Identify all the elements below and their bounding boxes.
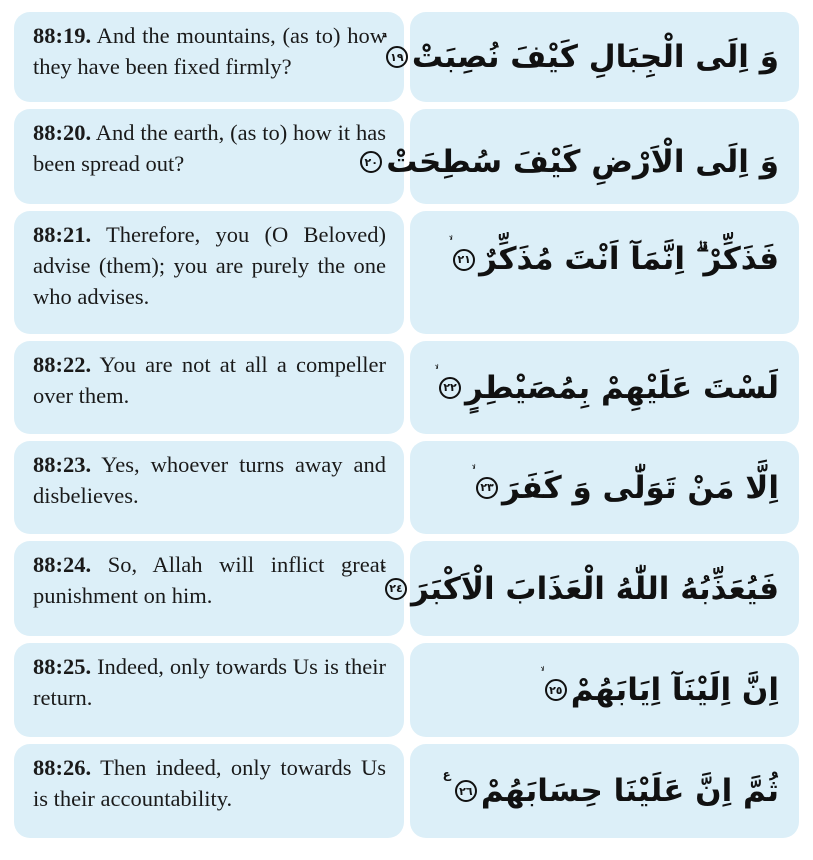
translation-body: And the earth, (as to) how it has been spread out? bbox=[33, 120, 386, 176]
translation-card bbox=[14, 211, 404, 334]
translation-text bbox=[33, 549, 386, 611]
translation-card bbox=[14, 643, 404, 737]
arabic-line bbox=[381, 571, 779, 607]
translation-card bbox=[14, 541, 404, 636]
verse-row bbox=[0, 12, 813, 102]
arabic-line bbox=[541, 672, 779, 708]
verse-reference: 88:19. bbox=[33, 23, 92, 48]
translation-text bbox=[33, 219, 386, 312]
ayah-number-marker: ٢١ bbox=[453, 249, 475, 271]
verse-reference: 88:20. bbox=[33, 120, 92, 145]
arabic-card bbox=[410, 341, 799, 434]
arabic-card bbox=[410, 211, 799, 334]
arabic-verse-text: وَ اِلَى الْاَرْضِ كَيْفَ سُطِحَتْ bbox=[386, 144, 779, 180]
ayah-number-marker: ٢٥ bbox=[545, 679, 567, 701]
ayah-number-marker: ٢٣ bbox=[476, 477, 498, 499]
translation-card bbox=[14, 341, 404, 434]
verse-row bbox=[0, 441, 813, 534]
arabic-verse-text: فَيُعَذِّبُهُ اللّٰهُ الْعَذَابَ الْاَكْبَرَ bbox=[410, 570, 779, 607]
arabic-card bbox=[364, 109, 799, 204]
verse-reference: 88:26. bbox=[33, 755, 92, 780]
arabic-verse-text: ثُمَّ اِنَّ عَلَيْنَا حِسَابَهُمْ bbox=[480, 773, 779, 809]
translation-body: And the mountains, (as to) how they have been fixed firmly? bbox=[33, 23, 386, 79]
verse-row bbox=[0, 541, 813, 636]
translation-text bbox=[33, 651, 386, 713]
arabic-line bbox=[449, 241, 779, 278]
arabic-line bbox=[472, 470, 779, 506]
ayah-number-marker: ٢٢ bbox=[439, 377, 461, 399]
translation-card bbox=[14, 441, 404, 534]
arabic-line bbox=[382, 39, 779, 75]
verse-row bbox=[0, 341, 813, 434]
translation-text bbox=[33, 752, 386, 814]
verse-reference: 88:22. bbox=[33, 352, 92, 377]
translation-card bbox=[14, 12, 404, 102]
verse-row bbox=[0, 109, 813, 204]
verse-reference: 88:25. bbox=[33, 654, 92, 679]
verse-row bbox=[0, 643, 813, 737]
arabic-card bbox=[410, 441, 799, 534]
translation-text bbox=[33, 117, 386, 179]
arabic-verse-text: اِنَّ اِلَيْنَآ اِيَابَهُمْ bbox=[570, 672, 779, 708]
verse-row bbox=[0, 744, 813, 838]
arabic-card bbox=[410, 643, 799, 737]
translation-body: Therefore, you (O Beloved) advise (them); you are purely the one who advises. bbox=[33, 222, 386, 309]
ayah-number-marker: ٢٦ bbox=[455, 780, 477, 802]
arabic-card bbox=[389, 541, 799, 636]
pause-sign: ع bbox=[442, 767, 451, 781]
arabic-verse-text: لَسْتَ عَلَيْهِمْ بِمُصَيْطِرٍ bbox=[465, 369, 779, 406]
translation-body: So, Allah will inflict great punishment on him. bbox=[33, 552, 386, 608]
arabic-verse-text: اِلَّا مَنْ تَوَلّٰى وَ كَفَرَ bbox=[502, 469, 779, 506]
translation-body: You are not at all a compeller over them. bbox=[33, 352, 386, 408]
arabic-verse-text: وَ اِلَى الْجِبَالِ كَيْفَ نُصِبَتْ bbox=[411, 39, 779, 75]
ayah-number-marker: ٢٠ bbox=[360, 151, 382, 173]
verse-reference: 88:23. bbox=[33, 452, 92, 477]
translation-body: Yes, whoever turns away and disbelieves. bbox=[33, 452, 386, 508]
ayah-number-marker: ٢٤ bbox=[385, 578, 407, 600]
arabic-line bbox=[442, 767, 779, 809]
arabic-verse-text: فَذَكِّرْ ۗ اِنَّمَآ اَنْتَ مُذَكِّرٌ bbox=[479, 241, 779, 277]
ayah-number-marker: ١٩ bbox=[386, 46, 408, 68]
translation-body: Then indeed, only towards Us is their accountability. bbox=[33, 755, 387, 811]
translation-text bbox=[33, 449, 386, 511]
verse-reference: 88:21. bbox=[33, 222, 92, 247]
verse-row bbox=[0, 211, 813, 334]
arabic-card bbox=[390, 12, 799, 102]
arabic-card bbox=[410, 744, 799, 838]
translation-text bbox=[33, 20, 386, 82]
translation-body: Indeed, only towards Us is their return. bbox=[33, 654, 387, 710]
translation-card bbox=[14, 109, 404, 204]
verse-reference: 88:24. bbox=[33, 552, 92, 577]
arabic-line bbox=[435, 370, 779, 406]
translation-card bbox=[14, 744, 404, 838]
arabic-line bbox=[356, 144, 779, 180]
translation-text bbox=[33, 349, 386, 411]
